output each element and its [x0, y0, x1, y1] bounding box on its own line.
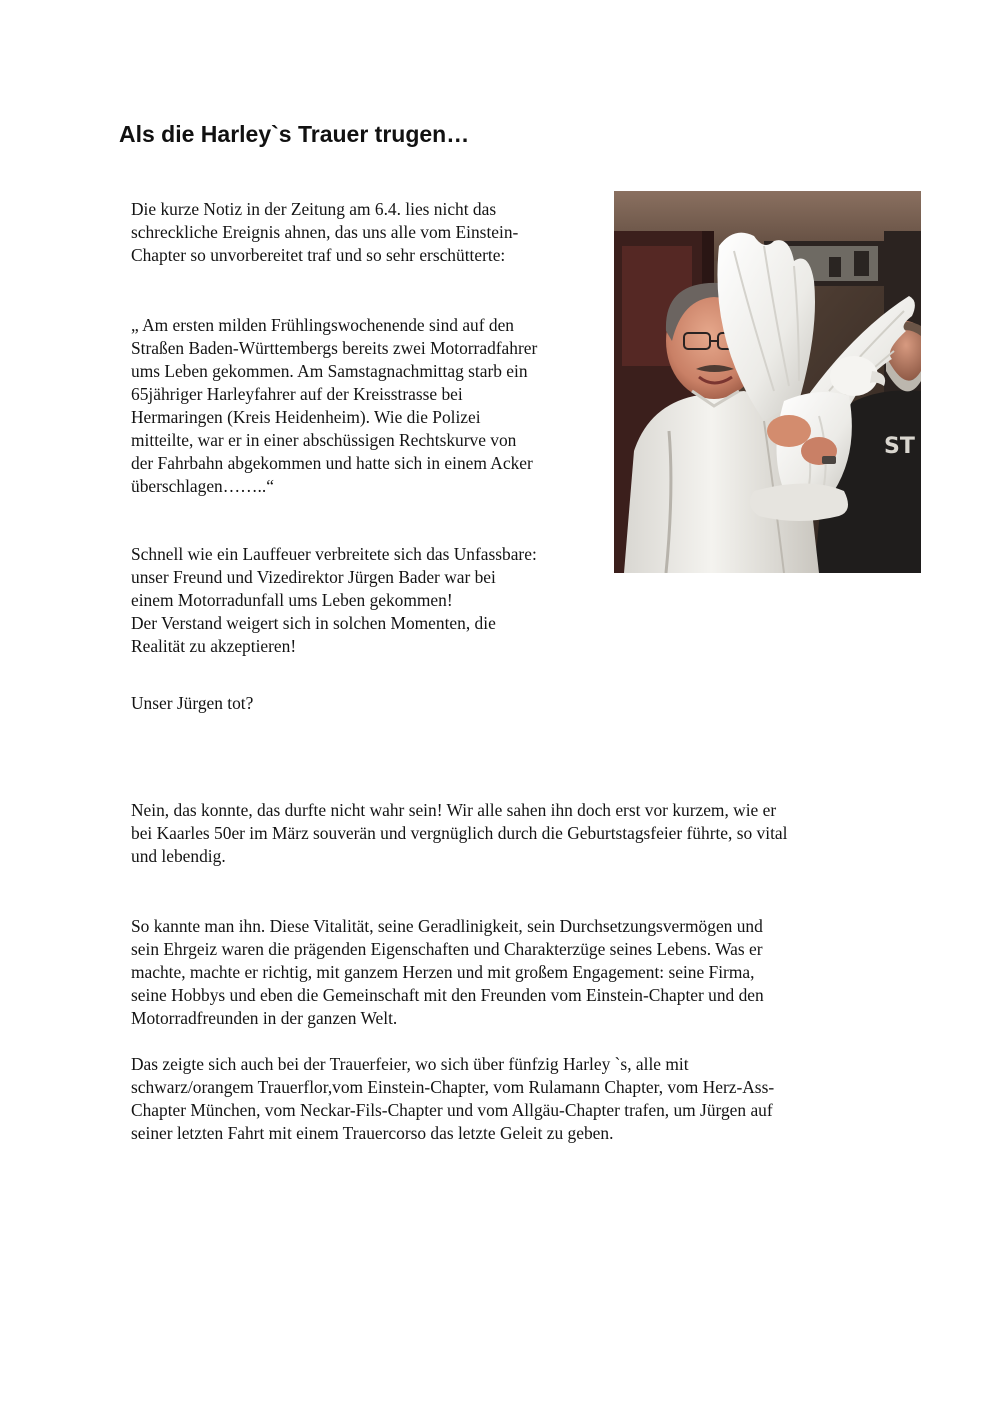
character-paragraph [131, 915, 901, 1030]
text-line: Das zeigte sich auch bei der Trauerfeier, wo sich über fünfzig Harley `s, alle mit [131, 1054, 689, 1074]
text-line: Unser Jürgen tot? [131, 693, 254, 713]
text-line: Chapter München, vom Neckar-Fils-Chapter und vom Allgäu-Chapter trafen, um Jürgen auf [131, 1100, 773, 1120]
text-line: seine Hobbys und eben die Gemeinschaft mit den Freunden vom Einstein-Chapter und den [131, 985, 764, 1005]
text-line: schreckliche Ereignis ahnen, das uns alle vom Einstein- [131, 222, 519, 242]
text-line: Chapter so unvorbereitet traf und so sehr erschütterte: [131, 245, 506, 265]
text-line: und lebendig. [131, 846, 226, 866]
text-line: überschlagen……..“ [131, 476, 274, 496]
text-line: seiner letzten Fahrt mit einem Trauercorso das letzte Geleit zu geben. [131, 1123, 614, 1143]
text-line: der Fahrbahn abgekommen und hatte sich in einem Acker [131, 453, 533, 473]
text-line: Straßen Baden-Württembergs bereits zwei Motorradfahrer [131, 338, 538, 358]
text-line: Die kurze Notiz in der Zeitung am 6.4. lies nicht das [131, 199, 497, 219]
text-line: Nein, das konnte, das durfte nicht wahr sein! Wir alle sahen ihn doch erst vor kurzem, wie er [131, 800, 777, 820]
text-line: machte, machte er richtig, mit ganzem Herzen und mit großem Engagement: seine Firma, [131, 962, 755, 982]
photo-man-with-eagle-sculpture [614, 191, 921, 573]
intro-paragraph [131, 198, 611, 267]
text-line: Schnell wie ein Lauffeuer verbreitete sich das Unfassbare: [131, 544, 537, 564]
text-line: sein Ehrgeiz waren die prägenden Eigenschaften und Charakterzüge seines Lebens. Was er [131, 939, 763, 959]
text-line: „ Am ersten milden Frühlingswochenende sind auf den [131, 315, 514, 335]
shirt-print: ST [884, 434, 915, 459]
text-line: ums Leben gekommen. Am Samstagnachmittag starb ein [131, 361, 528, 381]
news-paragraph [131, 543, 611, 658]
text-line: 65jähriger Harleyfahrer auf der Kreisstrasse bei [131, 384, 463, 404]
text-line: Motorradfreunden in der ganzen Welt. [131, 1008, 398, 1028]
text-line: Hermaringen (Kreis Heidenheim). Wie die Polizei [131, 407, 481, 427]
text-line: So kannte man ihn. Diese Vitalität, seine Geradlinigkeit, sein Durchsetzungsvermögen und [131, 916, 763, 936]
funeral-paragraph [131, 1053, 901, 1145]
disbelief-paragraph [131, 799, 901, 868]
text-line: Der Verstand weigert sich in solchen Momenten, die [131, 613, 496, 633]
text-line: bei Kaarles 50er im März souverän und vergnüglich durch die Geburtstagsfeier führte, so vital [131, 823, 788, 843]
text-line: schwarz/orangem Trauerflor,vom Einstein-Chapter, vom Rulamann Chapter, vom Herz-Ass- [131, 1077, 775, 1097]
article-title: Als die Harley`s Trauer trugen… [119, 121, 470, 147]
photo-illustration [614, 191, 921, 573]
text-line: Realität zu akzeptieren! [131, 636, 297, 656]
text-line: mitteilte, war er in einer abschüssigen Rechtskurve von [131, 430, 517, 450]
text-line: unser Freund und Vizedirektor Jürgen Bader war bei [131, 567, 496, 587]
text-line: einem Motorradunfall ums Leben gekommen! [131, 590, 453, 610]
newspaper-quote [131, 314, 611, 498]
question-paragraph [131, 692, 611, 715]
